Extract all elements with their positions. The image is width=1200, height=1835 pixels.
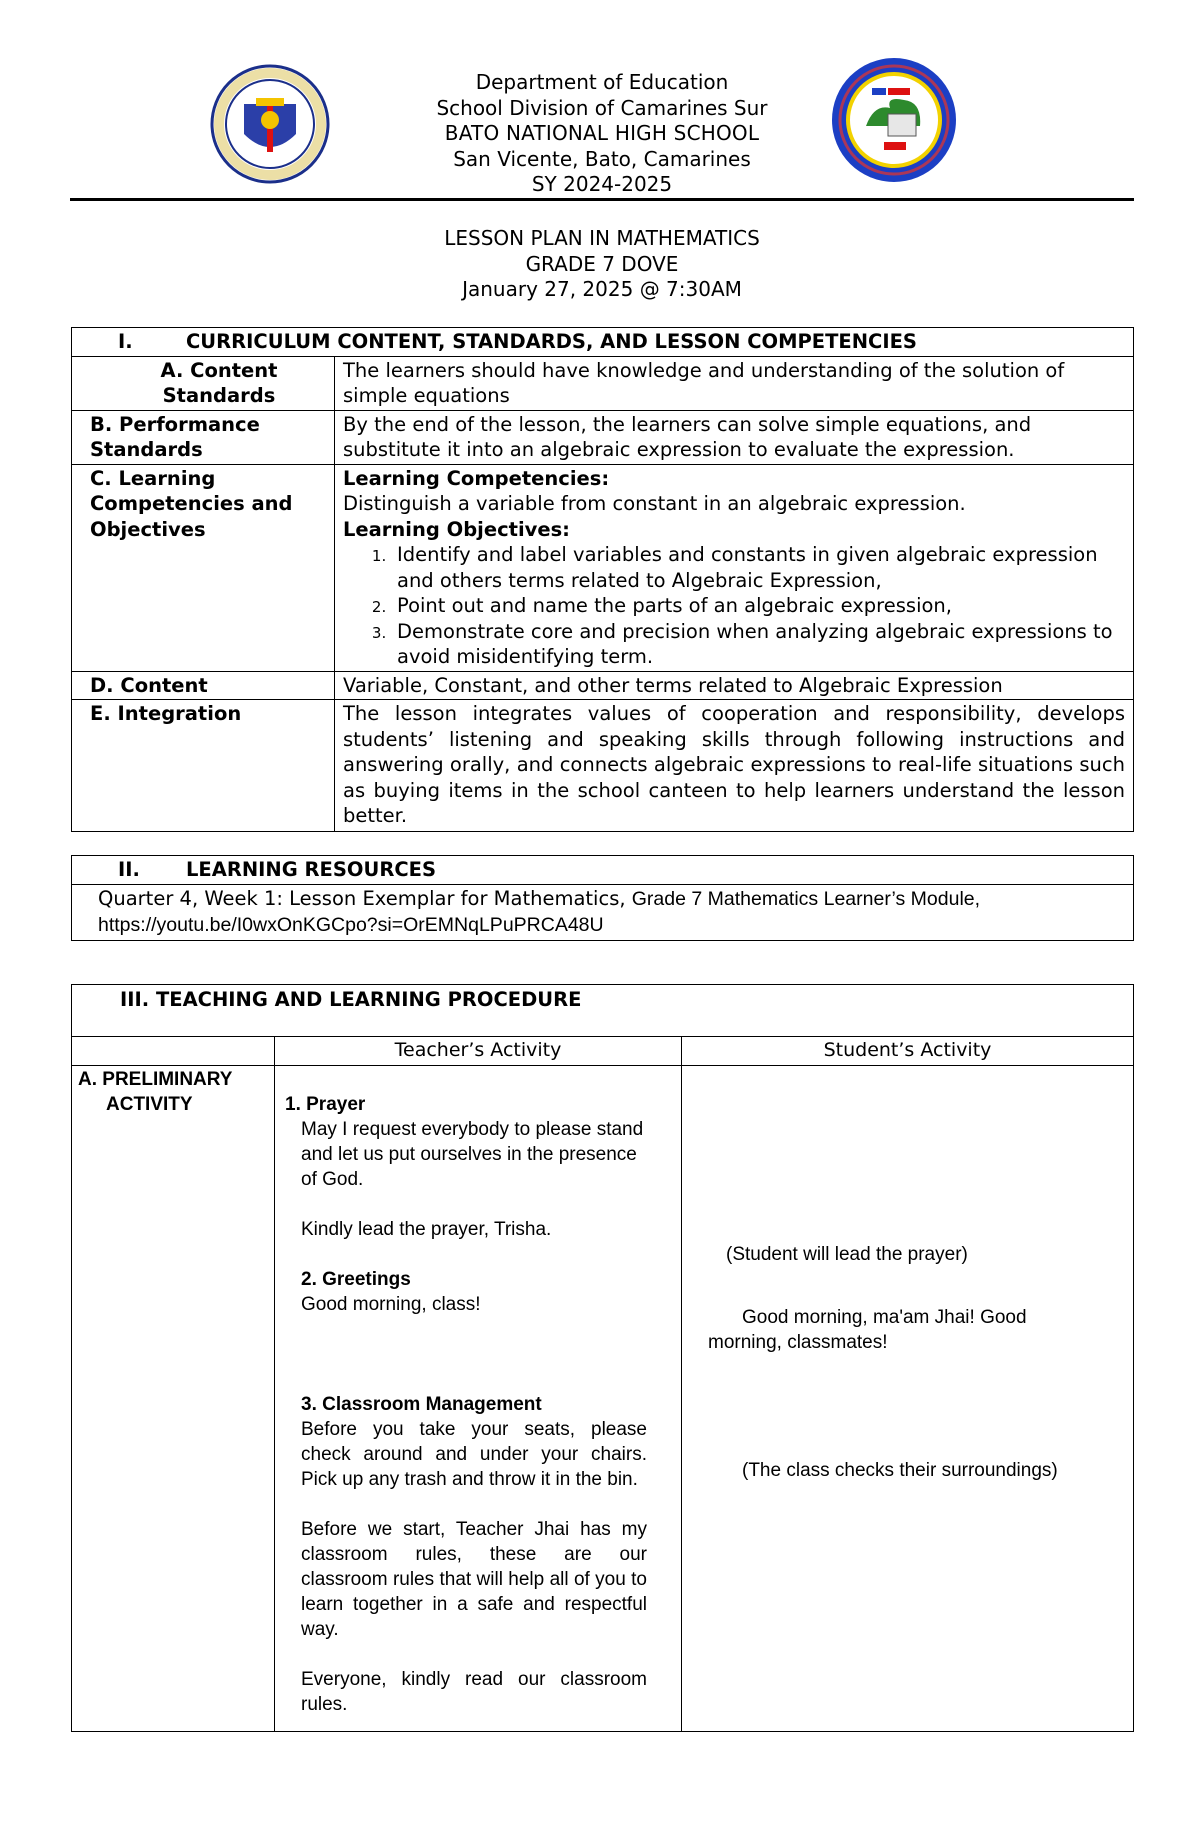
classroom-management-text-3: Everyone, kindly read our classroom rules. — [301, 1668, 647, 1715]
procedure-table — [71, 984, 1134, 1732]
table-row — [72, 464, 1134, 671]
teacher-activity-header: Teacher’s Activity — [275, 1037, 682, 1066]
content-standards-label: A. Content Standards — [72, 356, 335, 410]
list-item: 3. Demonstrate core and precision when analyzing algebraic expressions to avoid misidentifying term. — [391, 619, 1125, 670]
student-prayer-response: (Student will lead the prayer) — [726, 1243, 968, 1265]
table-row — [72, 700, 1134, 832]
table-row — [72, 356, 1134, 410]
school-name: BATO NATIONAL HIGH SCHOOL — [444, 121, 760, 145]
letterhead-text — [70, 70, 1134, 198]
student-activity-header: Student’s Activity — [682, 1037, 1134, 1066]
classroom-management-title: 3. Classroom Management — [301, 1393, 542, 1415]
section3-heading: III. TEACHING AND LEARNING PROCEDURE — [72, 985, 1134, 1037]
objectives-list — [343, 542, 1125, 670]
table-row — [72, 856, 1134, 885]
lesson-date: January 27, 2025 @ 7:30AM — [462, 277, 742, 301]
competencies-label: C. Learning Competencies and Objectives — [72, 464, 335, 671]
grade-section: GRADE 7 DOVE — [525, 251, 679, 276]
curriculum-table — [71, 327, 1134, 832]
table-row — [72, 884, 1134, 940]
student-greeting-response: Good morning, ma'am Jhai! Good morning, classmates! — [708, 1306, 1027, 1353]
table-row — [72, 671, 1134, 700]
competencies-cell — [335, 464, 1134, 671]
lesson-title: LESSON PLAN IN MATHEMATICS — [444, 226, 760, 250]
performance-standards-value: By the end of the lesson, the learners can solve simple equations, and substitute it into an algebraic expression to evaluate the expression. — [335, 410, 1134, 464]
section2-title: LEARNING RESOURCES — [186, 858, 437, 881]
section1-number: I. — [118, 330, 133, 353]
module-title: Grade 7 Mathematics Learner’s Module, — [631, 887, 981, 910]
integration-label: E. Integration — [72, 700, 335, 832]
content-label: D. Content — [72, 671, 335, 700]
teacher-activity-cell — [275, 1065, 682, 1731]
resources-text: Quarter 4, Week 1: Lesson Exemplar for Mathematics, — [98, 886, 626, 910]
content-standards-value: The learners should have knowledge and understanding of the solution of simple equations — [335, 356, 1134, 410]
preliminary-activity-label — [72, 1065, 275, 1731]
section2-heading — [72, 856, 1134, 885]
table-row — [72, 410, 1134, 464]
content-value: Variable, Constant, and other terms related to Algebraic Expression — [335, 671, 1134, 700]
greetings-title: 2. Greetings — [301, 1268, 411, 1290]
integration-value: The lesson integrates values of cooperation and responsibility, develops students’ listening and speaking skills through following instructions and answering orally, and connects algebraic expressions to real-life situations such as buying items in the school canteen to help learners understand the lesson better. — [335, 700, 1134, 832]
resource-link[interactable]: https://youtu.be/I0wxOnKGCpo?si=OrEMNqLPuPRCA48U — [98, 914, 604, 936]
competencies-heading: Learning Competencies: — [343, 466, 610, 490]
prayer-lead: Kindly lead the prayer, Trisha. — [301, 1218, 552, 1240]
greetings-text: Good morning, class! — [301, 1293, 481, 1315]
resources-table — [71, 855, 1134, 941]
division-name: School Division of Camarines Sur — [436, 95, 768, 120]
objectives-heading: Learning Objectives: — [343, 517, 570, 541]
competencies-text: Distinguish a variable from constant in an algebraic expression. — [343, 492, 966, 515]
bato-nhs-seal-icon — [830, 56, 958, 184]
school-year: SY 2024-2025 — [531, 172, 673, 196]
list-item: 2. Point out and name the parts of an algebraic expression, — [391, 593, 1125, 619]
classroom-management-text-2: Before we start, Teacher Jhai has my classroom rules, these are our classroom rules that will help all of you to learn together in a safe and respectful way. — [301, 1518, 647, 1640]
prayer-title: 1. Prayer — [285, 1093, 366, 1115]
procedure-phase-header — [72, 1037, 275, 1066]
section1-heading — [72, 328, 1134, 357]
student-activity-cell — [682, 1065, 1134, 1731]
resources-cell — [72, 884, 1134, 940]
header-divider — [70, 198, 1134, 201]
classroom-management-text-1: Before you take your seats, please check around and under your chairs. Pick up any trash and throw it in the bin. — [301, 1418, 647, 1490]
table-row — [72, 985, 1134, 1037]
performance-standards-label: B. Performance Standards — [72, 410, 335, 464]
table-row — [72, 1065, 1134, 1731]
section1-title: CURRICULUM CONTENT, STANDARDS, AND LESSON COMPETENCIES — [186, 330, 917, 353]
department-name: Department of Education — [475, 70, 729, 94]
phase-label: A. PRELIMINARY ACTIVITY — [78, 1068, 233, 1115]
list-item: 1. Identify and label variables and constants in given algebraic expression and others terms related to Algebraic Expression, — [391, 542, 1125, 593]
letterhead — [70, 60, 1134, 200]
lesson-title-block — [70, 226, 1134, 303]
section2-number: II. — [118, 858, 140, 881]
student-check-response: (The class checks their surroundings) — [742, 1459, 1058, 1481]
school-address: San Vicente, Bato, Camarines — [453, 146, 751, 171]
table-row — [72, 1037, 1134, 1066]
table-row — [72, 328, 1134, 357]
prayer-text: May I request everybody to please stand and let us put ourselves in the presence of God. — [301, 1118, 644, 1190]
